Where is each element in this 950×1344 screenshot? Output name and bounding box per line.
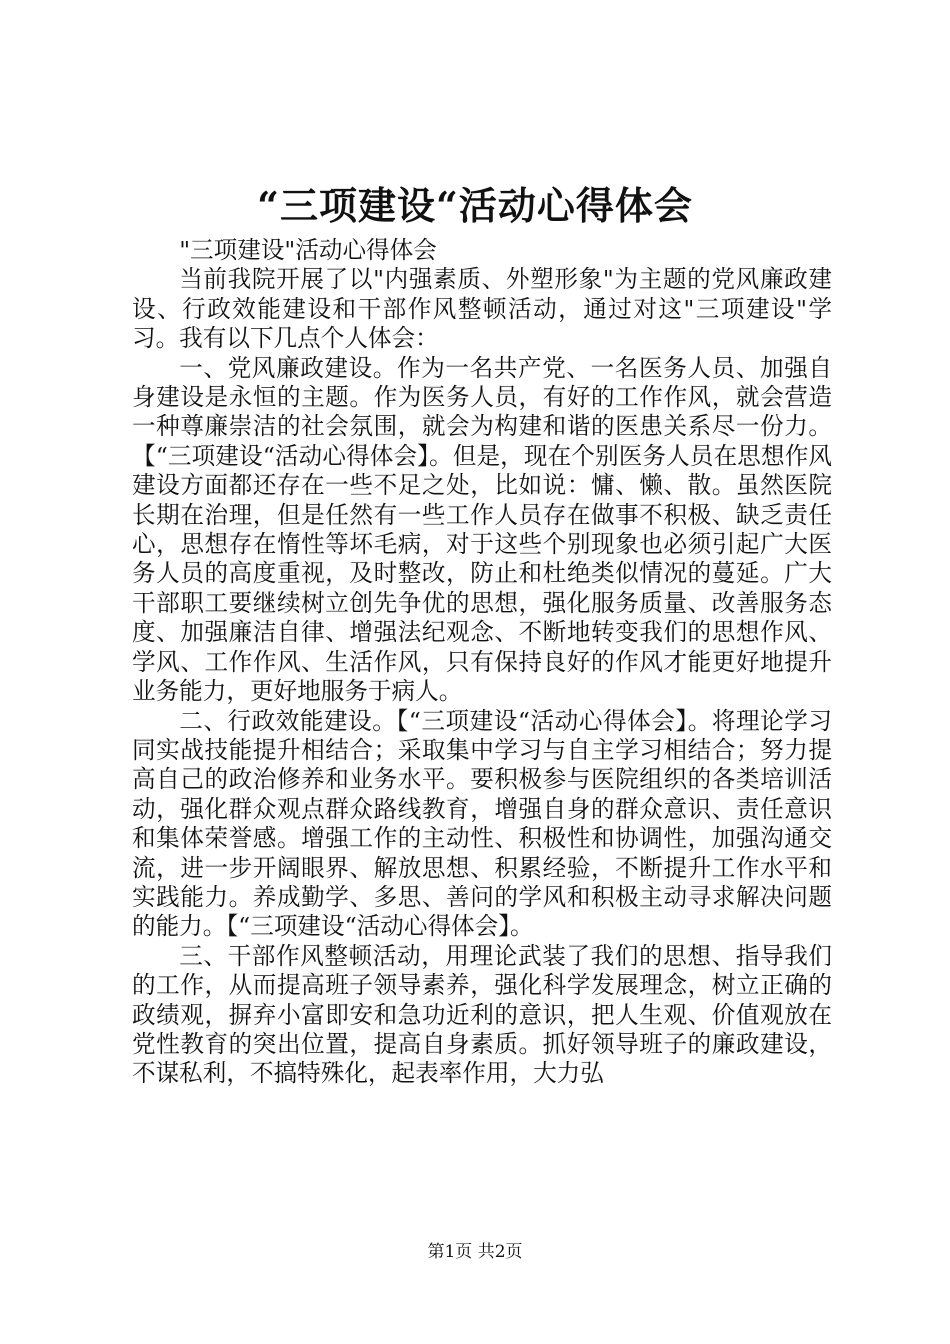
document-body: [132, 236, 832, 1089]
paragraph-subtitle: "三项建设"活动心得体会: [179, 236, 437, 264]
paragraph-section-2: 二、行政效能建设。【“三项建设“活动心得体会】。将理论学习同实战技能提升相结合；采取集中学习与自主学习相结合；努力提高自己的政治修养和业务水平。要积极参与医院组织的各类培训活动，强化群众观点群众路线教育，增强自身的群众意识、责任意识和集体荣誉感。增强工作的主动性、积极性和协调性，加强沟通交流，进一步开阔眼界、解放思想、积累经验，不断提升工作水平和实践能力。养成勤学、多思、善问的学风和积极主动寻求解决问题的能力。【“三项建设“活动心得体会】。: [132, 706, 832, 941]
paragraph-section-1: 一、党风廉政建设。作为一名共产党、一名医务人员、加强自身建设是永恒的主题。作为医务人员，有好的工作作风，就会营造一种尊廉崇洁的社会氛围，就会为构建和谐的医患关系尽一份力。【“三项建设“活动心得体会】。但是，现在个别医务人员在思想作风建设方面都还存在一些不足之处，比如说：慵、懒、散。虽然医院长期在治理，但是任然有一些工作人员存在做事不积极、缺乏责任心，思想存在惰性等坏毛病，对于这些个别现象也必须引起广大医务人员的高度重视，及时整改，防止和杜绝类似情况的蔓延。广大干部职工要继续树立创先争优的思想，强化服务质量、改善服务态度、加强廉洁自律、增强法纪观念、不断地转变我们的思想作风、学风、工作作风、生活作风，只有保持良好的作风才能更好地提升业务能力，更好地服务于病人。: [132, 353, 832, 706]
document-title: “三项建设“活动心得体会: [257, 183, 693, 228]
page-number-footer: 第1页 共2页: [427, 1242, 523, 1262]
paragraph-intro: 当前我院开展了以"内强素质、外塑形象"为主题的党风廉政建设、行政效能建设和干部作风整顿活动，通过对这"三项建设"学习。我有以下几点个人体会：: [132, 265, 832, 353]
paragraph-section-3: 三、干部作风整顿活动，用理论武装了我们的思想、指导我们的工作，从而提高班子领导素养，强化科学发展理念，树立正确的政绩观，摒弃小富即安和急功近利的意识，把人生观、价值观放在党性教育的突出位置，提高自身素质。抓好领导班子的廉政建设，不谋私利，不搞特殊化，起表率作用，大力弘: [132, 941, 832, 1088]
